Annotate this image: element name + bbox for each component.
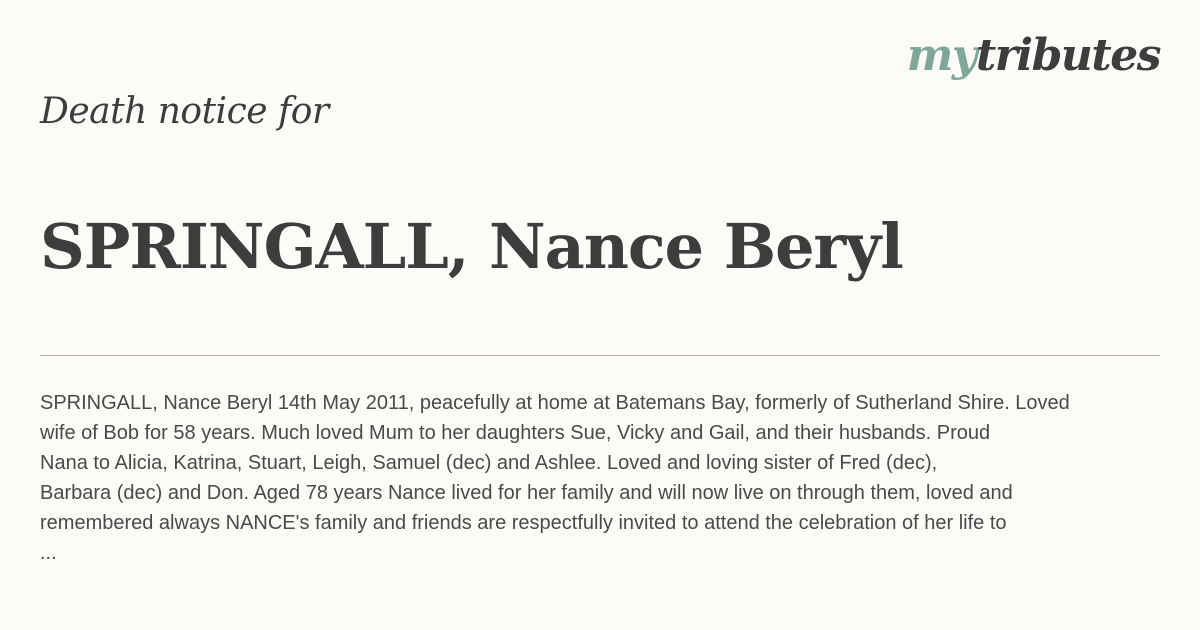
logo-suffix: tributes [975,30,1160,81]
mytributes-logo [906,30,1160,81]
logo-prefix: my [906,30,976,81]
notice-text: SPRINGALL, Nance Beryl 14th May 2011, peacefully at home at Batemans Bay, formerly of Sutherland Shire. Loved wife of Bob for 58 years. Much loved Mum to her daughters Sue, Vicky and Gail, and their husbands. Proud Nana to Alicia, Katrina, Stuart, Leigh, Samuel (dec) and Ashlee. Loved and loving sister of Fred (dec), Barbara (dec) and Don. Aged 78 years Nance lived for her family and will now live on through them, loved and remembered always NANCE's family and friends are respectfully invited to attend the celebration of her life to ... [40,392,1070,564]
deceased-name: SPRINGALL, Nance Beryl [40,210,903,283]
notice-kicker: Death notice for [40,91,329,132]
divider [40,355,1160,356]
